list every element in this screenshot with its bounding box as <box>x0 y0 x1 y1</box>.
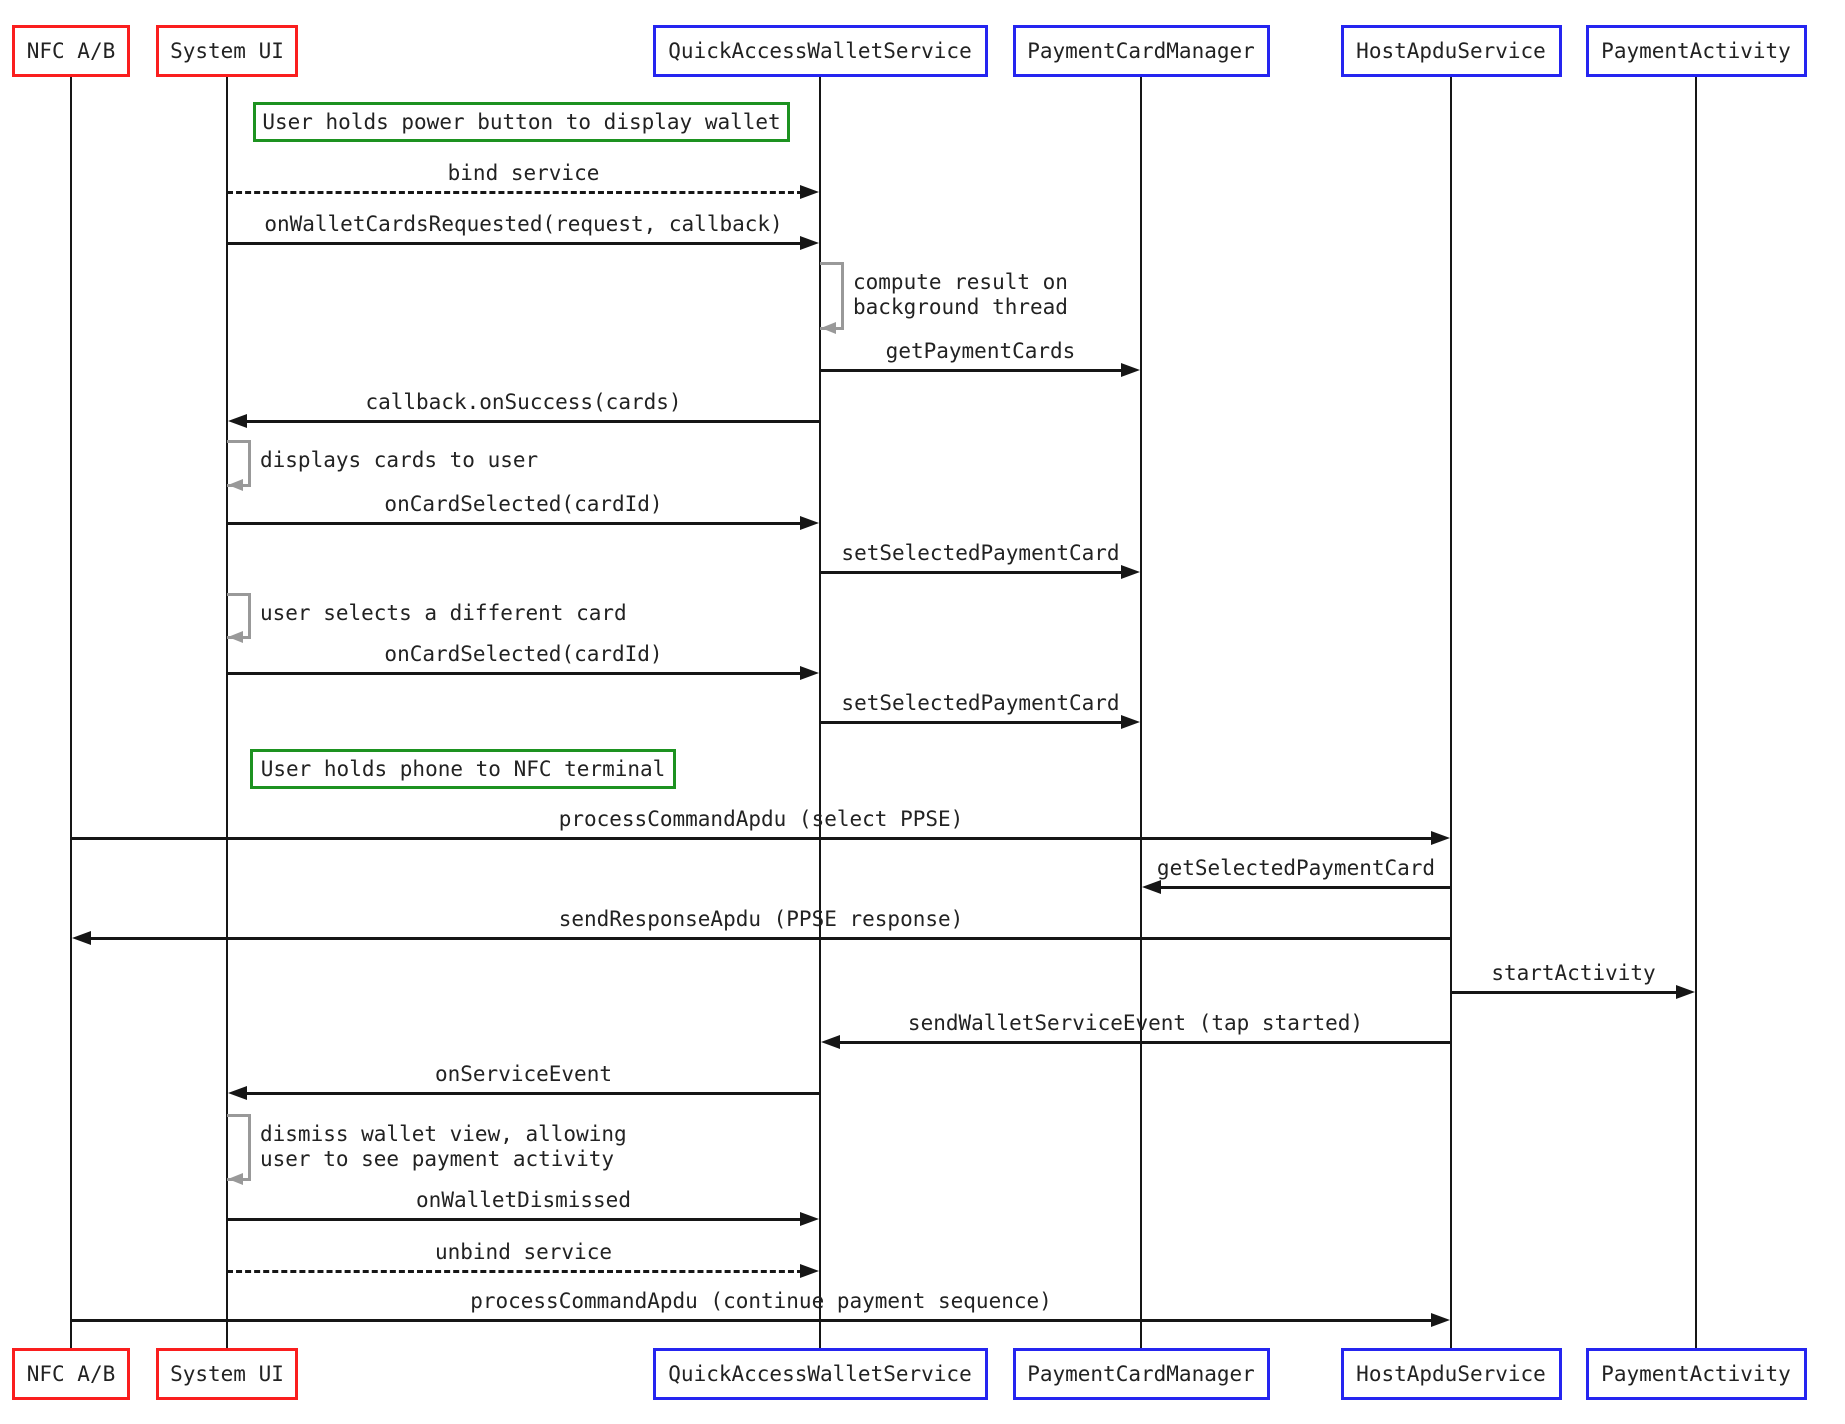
message-label: onServiceEvent <box>434 1062 612 1086</box>
message-label: unbind service <box>434 1240 612 1264</box>
arrowhead-left-icon <box>1142 880 1161 894</box>
participant-label: PaymentActivity <box>1601 1362 1791 1386</box>
arrowhead-left-icon <box>821 1035 840 1049</box>
message-label: bind service <box>447 161 600 185</box>
arrowhead-right-icon <box>800 185 819 199</box>
message-label: setSelectedPaymentCard <box>841 541 1120 565</box>
self-arrowhead-icon <box>821 322 836 334</box>
message-line <box>820 571 1124 574</box>
self-message-text: dismiss wallet view, allowing <box>260 1122 627 1146</box>
self-message-hook <box>227 1114 251 1181</box>
lifeline-has <box>1450 77 1452 1348</box>
message-label: onCardSelected(cardId) <box>384 642 663 666</box>
message-line <box>244 1092 820 1095</box>
participant-label: System UI <box>170 1362 284 1386</box>
self-message-text: displays cards to user <box>260 448 539 472</box>
message-label: callback.onSuccess(cards) <box>365 390 682 414</box>
participant-top-qaws <box>653 25 988 77</box>
self-arrowhead-icon <box>228 479 243 491</box>
self-message-text: background thread <box>853 295 1068 319</box>
note-box <box>253 102 790 142</box>
arrowhead-right-icon <box>1121 363 1140 377</box>
arrowhead-right-icon <box>1431 1313 1450 1327</box>
message-line <box>88 937 1451 940</box>
arrowhead-left-icon <box>72 931 91 945</box>
participant-top-pa <box>1586 25 1807 77</box>
arrowhead-right-icon <box>1431 831 1450 845</box>
arrowhead-left-icon <box>228 1086 247 1100</box>
participant-top-nfc <box>12 25 130 77</box>
message-line <box>1451 991 1679 994</box>
message-line <box>227 672 803 675</box>
arrowhead-right-icon <box>1121 715 1140 729</box>
participant-bottom-pa <box>1586 1348 1807 1400</box>
participant-label: PaymentActivity <box>1601 39 1791 63</box>
message-line <box>227 1270 803 1273</box>
message-label: processCommandApdu (select PPSE) <box>558 807 964 831</box>
self-message-text: compute result on <box>853 270 1068 294</box>
participant-label: HostApduService <box>1356 1362 1546 1386</box>
arrowhead-right-icon <box>800 516 819 530</box>
participant-top-pcm <box>1013 25 1270 77</box>
message-label: sendWalletServiceEvent (tap started) <box>907 1011 1364 1035</box>
participant-label: HostApduService <box>1356 39 1546 63</box>
participant-label: PaymentCardManager <box>1027 1362 1255 1386</box>
message-line <box>1158 886 1451 889</box>
arrowhead-right-icon <box>800 236 819 250</box>
self-arrowhead-icon <box>228 1173 243 1185</box>
message-line <box>244 420 820 423</box>
participant-bottom-has <box>1341 1348 1562 1400</box>
arrowhead-right-icon <box>800 666 819 680</box>
participant-bottom-qaws <box>653 1348 988 1400</box>
message-line <box>227 522 803 525</box>
message-line <box>71 1319 1434 1322</box>
participant-bottom-sysui <box>156 1348 298 1400</box>
message-line <box>227 191 803 194</box>
arrowhead-right-icon <box>800 1212 819 1226</box>
note-text: User holds phone to NFC terminal <box>260 757 666 781</box>
message-line <box>820 369 1124 372</box>
message-line <box>227 1218 803 1221</box>
note-text: User holds power button to display wallet <box>262 110 781 134</box>
participant-bottom-nfc <box>12 1348 130 1400</box>
participant-label: QuickAccessWalletService <box>668 39 972 63</box>
participant-top-has <box>1341 25 1562 77</box>
participant-bottom-pcm <box>1013 1348 1270 1400</box>
self-message-text: user to see payment activity <box>260 1147 615 1171</box>
message-label: onCardSelected(cardId) <box>384 492 663 516</box>
participant-label: NFC A/B <box>26 39 116 63</box>
message-label: onWalletCardsRequested(request, callback) <box>264 212 783 236</box>
lifeline-pa <box>1695 77 1697 1348</box>
arrowhead-right-icon <box>1676 985 1695 999</box>
arrowhead-right-icon <box>800 1264 819 1278</box>
message-line <box>227 242 803 245</box>
message-label: sendResponseApdu (PPSE response) <box>558 907 964 931</box>
participant-label: QuickAccessWalletService <box>668 1362 972 1386</box>
message-label: startActivity <box>1491 961 1656 985</box>
message-label: getPaymentCards <box>885 339 1076 363</box>
message-label: onWalletDismissed <box>416 1188 631 1212</box>
arrowhead-left-icon <box>228 414 247 428</box>
participant-label: NFC A/B <box>26 1362 116 1386</box>
self-message-text: user selects a different card <box>260 601 627 625</box>
participant-label: PaymentCardManager <box>1027 39 1255 63</box>
message-line <box>837 1041 1451 1044</box>
note-box <box>250 749 676 789</box>
message-line <box>71 837 1434 840</box>
message-line <box>820 721 1124 724</box>
self-message-hook <box>820 262 844 330</box>
participant-top-sysui <box>156 25 298 77</box>
participant-label: System UI <box>170 39 284 63</box>
arrowhead-right-icon <box>1121 565 1140 579</box>
message-label: setSelectedPaymentCard <box>841 691 1120 715</box>
message-label: getSelectedPaymentCard <box>1156 856 1436 880</box>
lifeline-nfc <box>70 77 72 1348</box>
message-label: processCommandApdu (continue payment sequence) <box>470 1289 1052 1313</box>
